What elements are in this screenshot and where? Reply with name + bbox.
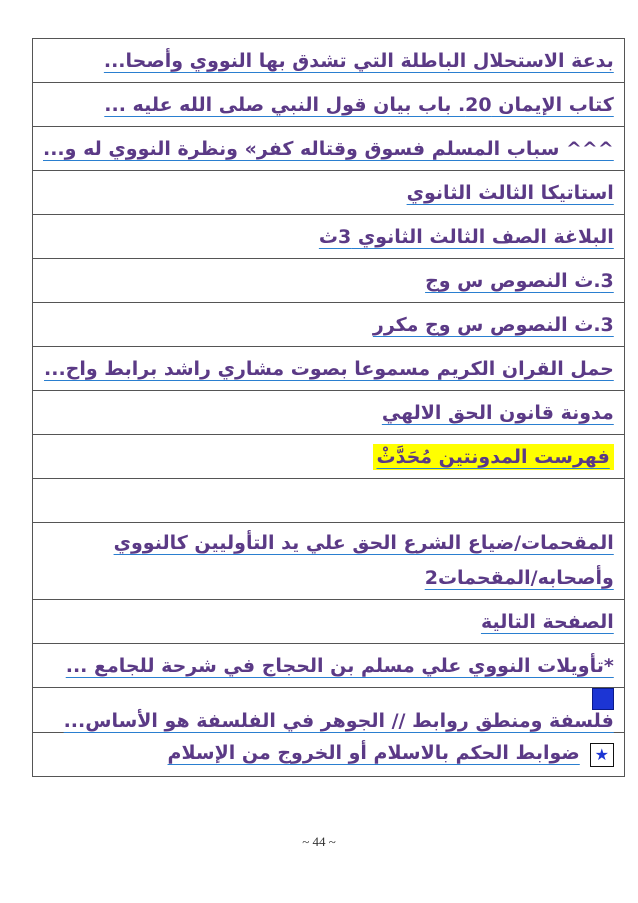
table-row: [33, 479, 625, 523]
star-icon: ★: [590, 743, 614, 767]
table-row: [33, 259, 625, 303]
blue-square-icon: [592, 688, 614, 710]
link-divine-law-blog[interactable]: مدونة قانون الحق الالهي: [381, 401, 614, 424]
table-row: [33, 303, 625, 347]
link-texts-qa[interactable]: 3.ث النصوص س وج: [425, 269, 614, 292]
table-row: [33, 39, 625, 83]
link-nawawi-interpretations[interactable]: *تأويلات النووي علي مسلم بن الحجاج في شرحة للجامع ...: [65, 654, 614, 677]
link-statics[interactable]: استاتيكا الثالث الثانوي: [406, 181, 614, 204]
link-muqhamat[interactable]: المقحمات/ضياع الشرع الحق علي يد التأوليين كالنووي وأصحابه/المقحمات2: [113, 532, 614, 589]
page-number: ~ 44 ~: [302, 834, 336, 849]
table-row: [33, 171, 625, 215]
empty-cell: [33, 479, 625, 523]
table-row: [33, 83, 625, 127]
link-philosophy-logic[interactable]: فلسفة ومنطق روابط // الجوهر في الفلسفة هو الأساس...: [63, 710, 614, 732]
table-cell: [33, 600, 625, 644]
table-cell: [33, 391, 625, 435]
table-row: [33, 733, 625, 777]
table-cell: [33, 688, 625, 733]
link-texts-qa-repeat[interactable]: 3.ث النصوص س وج مكرر: [372, 313, 614, 336]
table-cell: [33, 347, 625, 391]
link-bidaa-istihlal[interactable]: بدعة الاستحلال الباطلة التي تشدق بها النووي وأصحا...: [103, 49, 614, 72]
table-row: [33, 435, 625, 479]
link-kitab-aliman[interactable]: كتاب الإيمان 20. باب بيان قول النبي صلى الله عليه ...: [104, 93, 614, 116]
table-row: [33, 215, 625, 259]
table-row: [33, 347, 625, 391]
table-row: [33, 688, 625, 733]
table-cell: [33, 127, 625, 171]
table-cell: [33, 171, 625, 215]
table-row: [33, 127, 625, 171]
link-sibab-almuslim[interactable]: ^^^ سباب المسلم فسوق وقتاله كفر» ونظرة النووي له و...: [43, 137, 614, 160]
table-row: [33, 600, 625, 644]
link-next-page[interactable]: الصفحة التالية: [480, 610, 614, 633]
table-cell: [33, 83, 625, 127]
table-row: [33, 523, 625, 600]
table-row: [33, 644, 625, 688]
table-cell: [33, 435, 625, 479]
link-list-table: [32, 38, 625, 777]
link-quran-download[interactable]: حمل القران الكريم مسموعا بصوت مشاري راشد برابط واح...: [44, 357, 614, 380]
table-row: [33, 391, 625, 435]
table-cell: [33, 733, 625, 777]
table-cell: [33, 523, 625, 600]
link-rules-of-islam[interactable]: ضوابط الحكم بالاسلام أو الخروج من الإسلام: [167, 742, 580, 765]
table-cell: [33, 259, 625, 303]
table-cell: [33, 644, 625, 688]
table-cell: [33, 39, 625, 83]
table-cell: [33, 303, 625, 347]
link-balagha[interactable]: البلاغة الصف الثالث الثانوي 3ث: [318, 225, 614, 248]
link-blogs-index[interactable]: فهرست المدونتين مُحَدَّثْ: [373, 444, 614, 470]
table-cell: [33, 215, 625, 259]
